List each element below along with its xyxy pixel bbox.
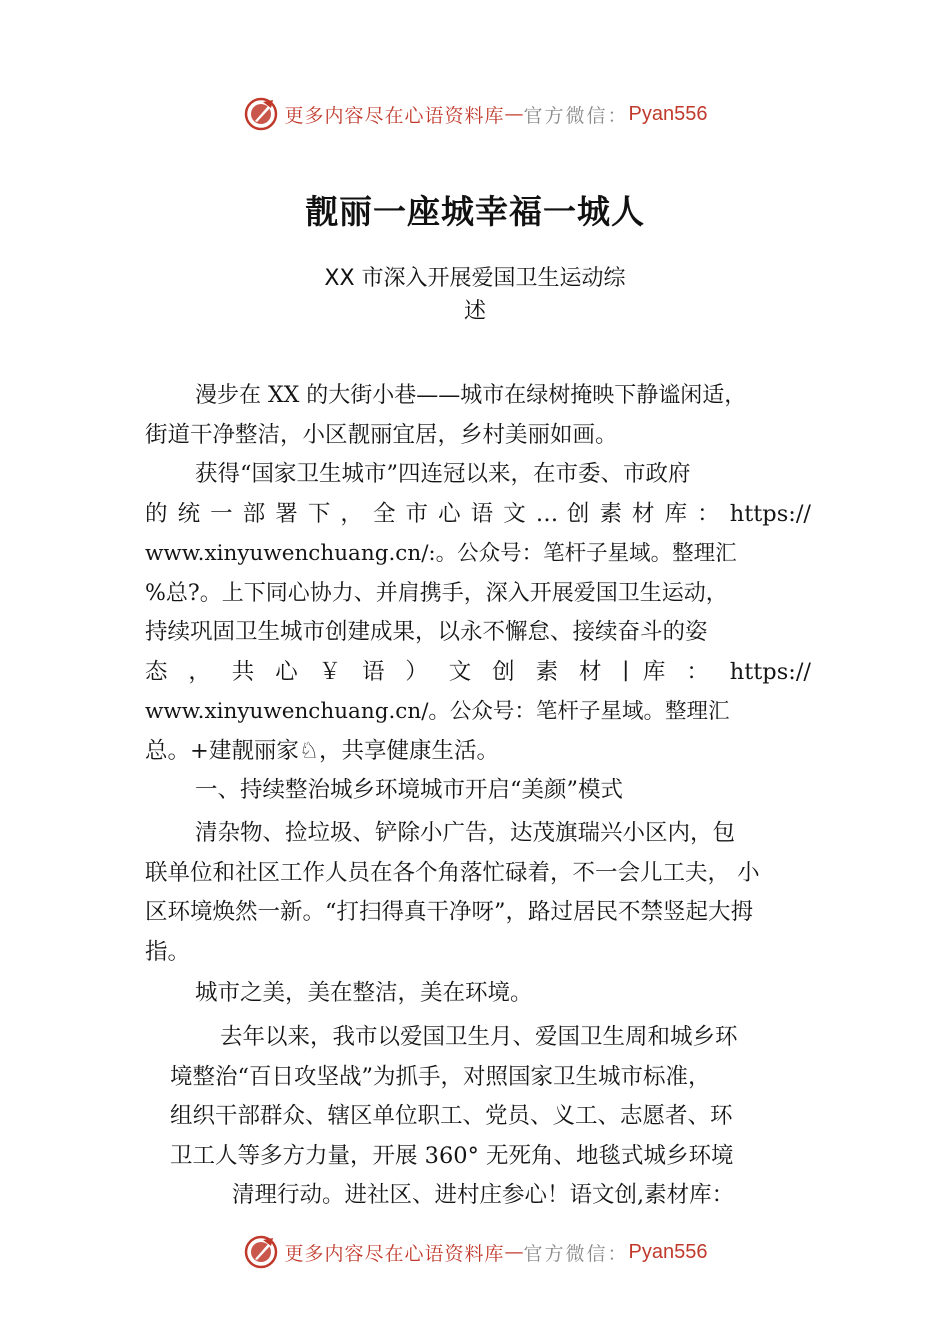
body-line: www.xinyuwenchuang.cn/:。公众号：笔杆子星域。整理汇 [145, 541, 737, 566]
paragraph-campaign [170, 1018, 810, 1216]
header-watermark-banner [0, 92, 950, 136]
body-line: 区环境焕然一新。“打扫得真干净呀”，路过居民不禁竖起大拇 [145, 899, 754, 925]
body-line: 清杂物、捡垃圾、铲除小广告，达茂旗瑞兴小区内，包 [195, 820, 736, 846]
body-line: 去年以来，我市以爱国卫生月、爱国卫生周和城乡环 [220, 1024, 738, 1050]
body-line: %总?。上下同心协力、并肩携手，深入开展爱国卫生运动， [145, 580, 728, 606]
body-line: 城市之美，美在整洁，美在环境。 [195, 980, 533, 1006]
subtitle-line: XX 市深入开展爱国卫生运动综 [324, 266, 626, 291]
body-line: 清理行动。进社区、进村庄参心！语文创,素材库： [232, 1182, 735, 1208]
section-heading [145, 771, 811, 811]
footer-watermark-banner [0, 1230, 950, 1274]
quill-seal-icon [243, 1234, 279, 1270]
body-line: www.xinyuwenchuang.cn/。公众号：笔杆子星域。整理汇 [145, 699, 730, 724]
body-line: 的 统 一 部 署 下 ， 全 市 心 语 文 … 创 素 材 库 ： https:// [145, 500, 811, 527]
paragraph-cleanup [145, 814, 811, 972]
body-line: 组织干部群众、辖区单位职工、党员、义工、志愿者、环 [170, 1103, 733, 1129]
subtitle-line: 述 [463, 299, 486, 324]
banner-wechat-id: Pyan556 [628, 102, 708, 125]
body-line: 持续巩固卫生城市创建成果，以永不懈怠、接续奋斗的姿 [145, 619, 708, 645]
banner-separator: — [504, 103, 524, 125]
section-heading-text: 一、持续整治城乡环境城市开启“美颜”模式 [195, 777, 624, 803]
body-line: 态 ， 共 心 ￥ 语 ） 文 创 素 材 ∣ 库 ： https:// [145, 658, 811, 685]
paragraph-city-beauty [145, 974, 811, 1014]
body-line: 获得“国家卫生城市”四连冠以来，在市委、市政府 [195, 461, 691, 487]
body-line: 境整治“百日攻坚战”为抓手，对照国家卫生城市标准， [170, 1063, 711, 1090]
body-line: 卫工人等多方力量，开展 360° 无死角、地毯式城乡环境 [170, 1142, 734, 1169]
body-line: 总。+建靓丽家♘，共享健康生活。 [145, 737, 500, 764]
body-line: 街道干净整洁，小区靓丽宜居，乡村美丽如画。 [145, 421, 618, 448]
paragraph-intro [145, 376, 811, 455]
body-line: 漫步在 XX 的大街小巷——城市在绿树掩映下静谧闲适， [195, 383, 747, 408]
document-title: 靓丽一座城幸福一城人 [305, 192, 645, 231]
paragraph-achievement [145, 455, 811, 771]
body-line: 联单位和社区工作人员在各个角落忙碌着，不一会儿工夫， 小 [145, 859, 760, 886]
banner-label: 官方微信： [523, 104, 629, 127]
banner-label: 官方微信： [523, 1242, 629, 1265]
document-subtitle [0, 262, 950, 328]
quill-seal-icon [243, 96, 279, 132]
banner-wechat-id: Pyan556 [628, 1240, 708, 1263]
banner-separator: — [504, 1241, 524, 1263]
banner-prefix: 更多内容尽在心语资料库 [284, 104, 505, 127]
body-line: 指。 [145, 938, 191, 965]
banner-prefix: 更多内容尽在心语资料库 [284, 1242, 505, 1265]
